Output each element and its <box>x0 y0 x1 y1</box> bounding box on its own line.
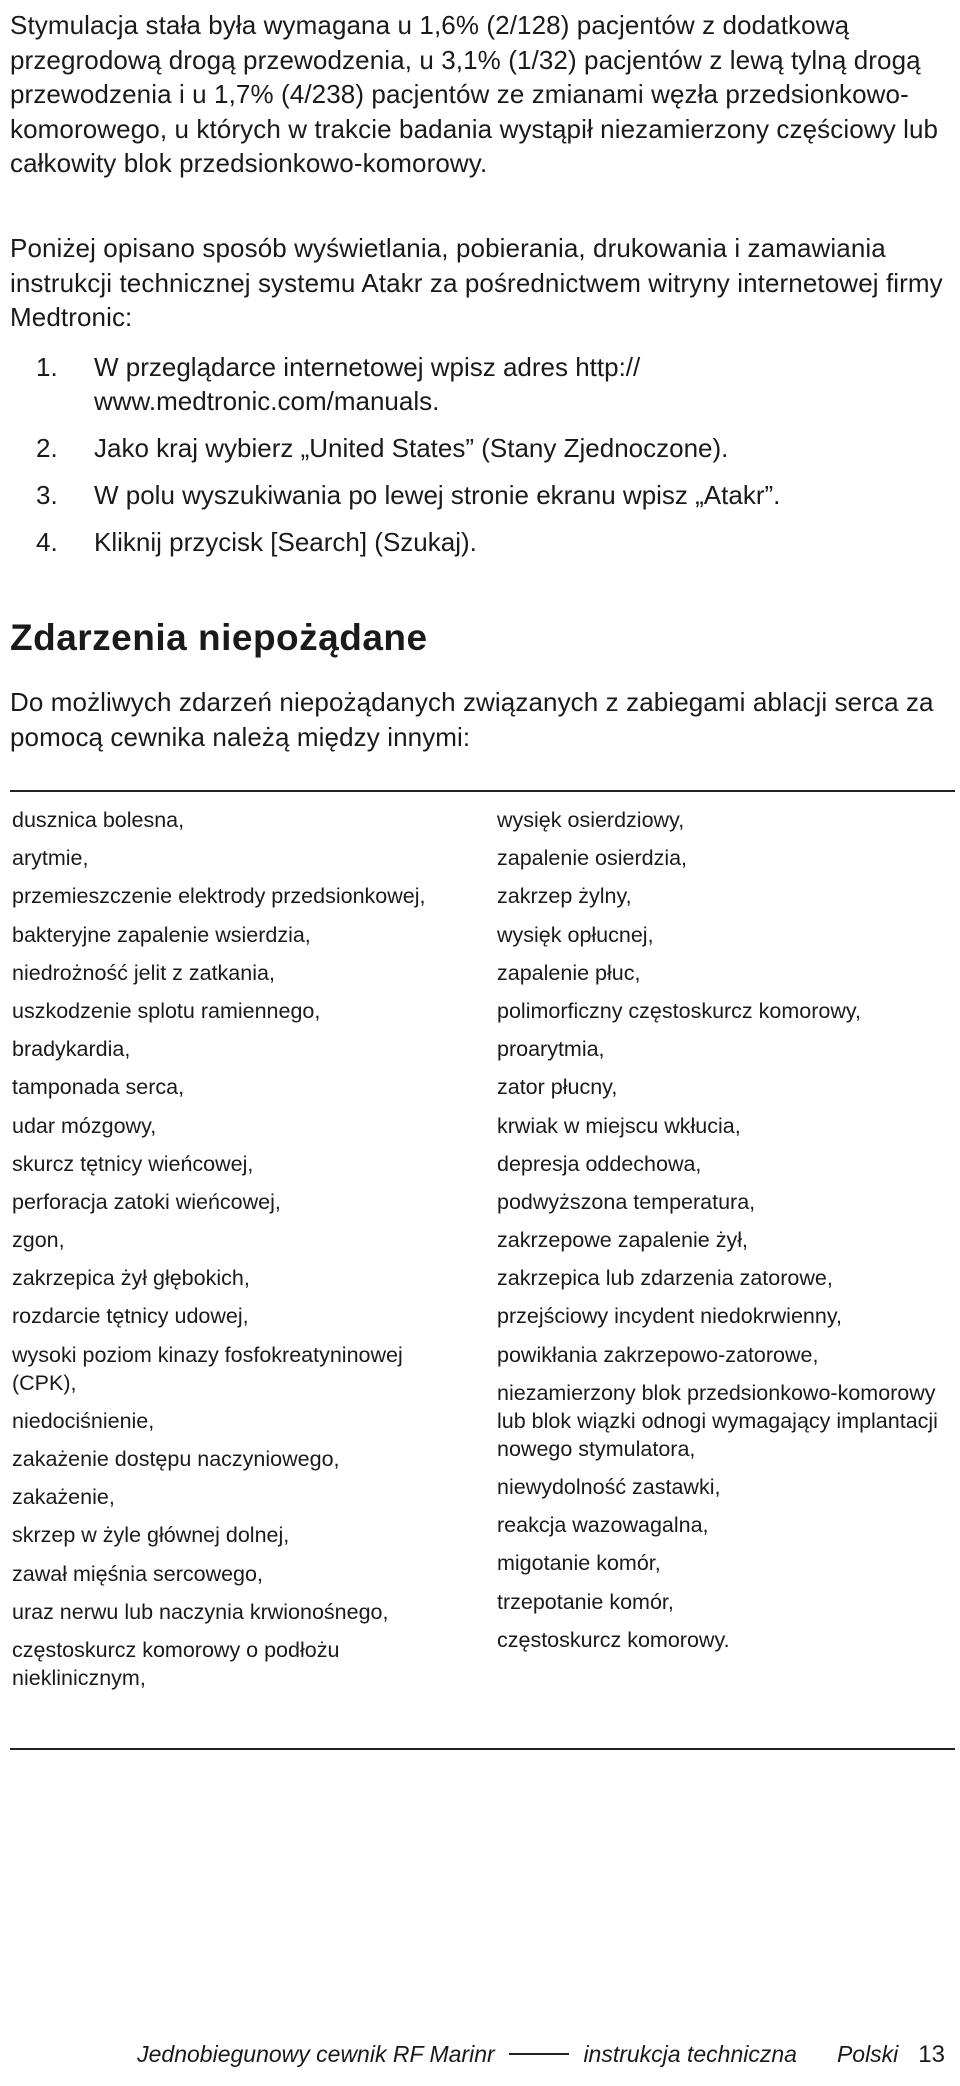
adverse-event-item: zator płucny, <box>497 1075 618 1100</box>
adverse-event-item: migotanie komór, <box>497 1551 661 1576</box>
adverse-event-item: bakteryjne zapalenie wsierdzia, <box>12 922 311 947</box>
step-item <box>10 525 950 559</box>
step-number: 1. <box>36 352 58 382</box>
footer-title-part1: Jednobiegunowy cewnik RF Marinr <box>137 2041 495 2067</box>
step-number: 2. <box>36 433 58 463</box>
manual-access-steps <box>10 350 950 572</box>
adverse-event-item: przejściowy incydent niedokrwienny, <box>497 1304 842 1329</box>
step-item <box>10 478 950 512</box>
adverse-event-item: depresja oddechowa, <box>497 1151 702 1176</box>
page-footer <box>0 2041 945 2069</box>
adverse-event-item: zakrzepowe zapalenie żył, <box>497 1228 748 1253</box>
adverse-event-item: polimorficzny częstoskurcz komorowy, <box>497 998 861 1023</box>
adverse-event-item: wysięk opłucnej, <box>497 922 654 947</box>
adverse-event-item: skrzep w żyle głównej dolnej, <box>12 1523 290 1548</box>
step-text: Jako kraj wybierz „United States” (Stany Zjednoczone). <box>94 433 729 463</box>
adverse-event-item: uszkodzenie splotu ramiennego, <box>12 998 321 1023</box>
footer-document-title <box>137 2041 797 2068</box>
adverse-events-right-column <box>497 806 952 1664</box>
adverse-event-item: zakażenie, <box>12 1485 115 1510</box>
section-heading-adverse-events: Zdarzenia niepożądane <box>10 617 428 658</box>
adverse-event-item: niewydolność zastawki, <box>497 1475 721 1499</box>
adverse-events-intro: Do możliwych zdarzeń niepożądanych związanych z zabiegami ablacji serca za pomocą cewnika należą między innymi: <box>10 687 934 752</box>
adverse-event-item: powikłania zakrzepowo-zatorowe, <box>497 1342 819 1367</box>
step-text: Kliknij przycisk [Search] (Szukaj). <box>94 527 477 557</box>
adverse-event-item: zgon, <box>12 1228 65 1253</box>
adverse-event-item: częstoskurcz komorowy. <box>497 1627 730 1652</box>
step-item <box>10 431 950 465</box>
adverse-event-item: zakrzepica żył głębokich, <box>12 1266 250 1291</box>
adverse-event-item: zawał mięśnia sercowego, <box>12 1561 263 1586</box>
adverse-event-item: wysięk osierdziowy, <box>497 808 685 832</box>
adverse-event-item: skurcz tętnicy wieńcowej, <box>12 1151 254 1176</box>
adverse-event-item: reakcja wazowagalna, <box>497 1513 709 1538</box>
adverse-event-item: perforacja zatoki wieńcowej, <box>12 1189 281 1214</box>
adverse-event-item: wysoki poziom kinazy fosfokreatyninowej (CPK), <box>12 1342 403 1395</box>
adverse-event-item: podwyższona temperatura, <box>497 1189 756 1214</box>
footer-title-part2: instrukcja techniczna <box>583 2041 797 2067</box>
step-item <box>10 350 950 418</box>
adverse-event-item: zakrzepica lub zdarzenia zatorowe, <box>497 1266 833 1291</box>
adverse-events-left-column <box>12 806 452 1702</box>
adverse-event-item: zapalenie osierdzia, <box>497 846 688 871</box>
step-text: W polu wyszukiwania po lewej stronie ekranu wpisz „Atakr”. <box>94 480 781 510</box>
adverse-event-item: niezamierzony blok przedsionkowo-komorowy lub blok wiązki odnogi wymagający implantacji nowego stymulatora, <box>497 1380 938 1461</box>
adverse-event-item: uraz nerwu lub naczynia krwionośnego, <box>12 1599 389 1624</box>
adverse-event-item: rozdarcie tętnicy udowej, <box>12 1304 249 1329</box>
adverse-event-item: tamponada serca, <box>12 1075 185 1100</box>
adverse-event-item: trzepotanie komór, <box>497 1589 674 1614</box>
adverse-event-item: przemieszczenie elektrody przedsionkowej, <box>12 884 426 909</box>
adverse-event-item: krwiak w miejscu wkłucia, <box>497 1113 741 1138</box>
adverse-event-item: częstoskurcz komorowy o podłożu nieklinicznym, <box>12 1637 340 1690</box>
adverse-event-item: bradykardia, <box>12 1037 131 1062</box>
adverse-event-item: arytmie, <box>12 846 89 871</box>
adverse-event-item: udar mózgowy, <box>12 1113 157 1138</box>
adverse-event-item: zakażenie dostępu naczyniowego, <box>12 1447 340 1471</box>
paragraph-permanent-pacing: Stymulacja stała była wymagana u 1,6% (2/128) pacjentów z dodatkową przegrodową drogą przewodzenia, u 3,1% (1/32) pacjentów z lewą tylną drogą przewodzenia i u 1,7% (4/238) pacjentów ze zmianami węzła przedsionkowo-komorowego, u których w trakcie badania wystąpił niezamierzony częściowy lub całkowity blok przedsionkowo-komorowy. <box>10 10 939 178</box>
adverse-event-item: zakrzep żylny, <box>497 884 632 909</box>
adverse-event-item: zapalenie płuc, <box>497 960 641 985</box>
step-text: W przeglądarce internetowej wpisz adres http:// www.medtronic.com/manuals. <box>94 352 641 416</box>
footer-dash-separator <box>509 2053 569 2055</box>
footer-page-number: 13 <box>918 2041 945 2068</box>
paragraph-manual-access-intro: Poniżej opisano sposób wyświetlania, pobierania, drukowania i zamawiania instrukcji technicznej systemu Atakr za pośrednictwem witryny internetowej firmy Medtronic: <box>10 233 943 332</box>
adverse-event-item: niedociśnienie, <box>12 1408 155 1433</box>
adverse-event-item: proarytmia, <box>497 1037 605 1062</box>
footer-language: Polski <box>836 2041 899 2067</box>
step-number: 4. <box>36 527 58 557</box>
adverse-event-item: dusznica bolesna, <box>12 808 185 832</box>
adverse-events-table <box>10 790 955 1750</box>
adverse-event-item: niedrożność jelit z zatkania, <box>12 960 275 985</box>
step-number: 3. <box>36 480 58 510</box>
